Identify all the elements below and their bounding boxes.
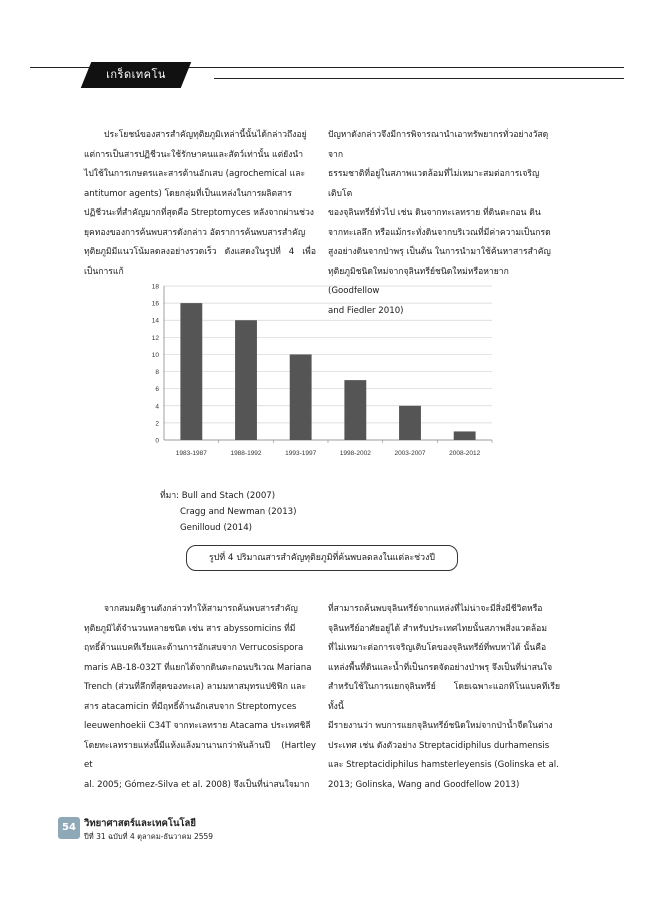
text-line: ของจุลินทรีย์ทั่วไป เช่น ดินจากทะเลทราย ที่ดินตะกอน ดิน bbox=[328, 208, 541, 218]
text-line: ธรรมชาติที่อยู่ในสภาพแวดล้อมที่ไม่เหมาะสมต่อการเจริญเติบโต bbox=[328, 169, 540, 199]
text-line: ปฏิชีวนะที่สำคัญมากที่สุดคือ Streptomyces หลังจากผ่านช่วง bbox=[84, 208, 315, 218]
bar bbox=[235, 320, 257, 440]
text-line: สาร atacamicin ที่มีฤทธิ์ต้านอักเสบจาก Streptomyces bbox=[84, 701, 297, 712]
section-label: เกร็ดเทคโน bbox=[106, 68, 166, 81]
bottom-right-column bbox=[328, 600, 560, 795]
top-left-column bbox=[84, 126, 316, 282]
x-tick-label: 1988-1992 bbox=[230, 450, 262, 457]
bar bbox=[290, 354, 312, 440]
issue-info: ปีที่ 31 ฉบับที่ 4 ตุลาคม-ธันวาคม 2559 bbox=[84, 832, 214, 841]
text-line: สูงอย่างดินจากป่าพรุ เป็นต้น ในการนำมาใช้ค้นหาสารสำคัญ bbox=[328, 247, 551, 257]
bar bbox=[180, 303, 202, 440]
text-line: มีรายงานว่า พบการแยกจุลินทรีย์ชนิดใหม่จากป่าน้ำจืดในต่าง bbox=[328, 721, 553, 731]
y-tick-label: 0 bbox=[155, 437, 159, 445]
text-line: สำหรับใช้ในการแยกจุลินทรีย์ โดยเฉพาะแอกทิโนแบคทีเรีย ทั้งนี้ bbox=[328, 682, 560, 712]
y-tick-label: 14 bbox=[151, 317, 159, 325]
y-tick-label: 12 bbox=[151, 334, 159, 342]
page-number: 54 bbox=[58, 817, 80, 839]
text-line: จากทะเลลึก หรือแม้กระทั่งดินจากบริเวณที่มีค่าความเป็นกรด bbox=[328, 227, 551, 238]
text-line: 2013; Golinska, Wang and Goodfellow 2013) bbox=[328, 779, 520, 790]
x-tick-label: 1998-2002 bbox=[339, 450, 371, 457]
text-line: โดยทะเลทรายแห่งนี้มีแห้งแล้งมานานกว่าพันล้านปี (Hartley et bbox=[84, 740, 316, 770]
source-line: Genilloud (2014) bbox=[180, 523, 253, 533]
text-line: leeuwenhoekii C34T จากทะเลทราย Atacama ประเทศชิลี bbox=[84, 721, 311, 731]
x-tick-label: 2003-2007 bbox=[394, 450, 426, 457]
source-line: ที่มา: Bull and Stach (2007) bbox=[160, 491, 276, 501]
y-tick-label: 16 bbox=[151, 300, 159, 308]
figure-source bbox=[160, 488, 296, 536]
y-tick-label: 18 bbox=[151, 283, 159, 291]
text-line: ปัญหาดังกล่าวจึงมีการพิจารณานำเอาทรัพยากรทั่วอย่างวัสดุจาก bbox=[328, 130, 549, 160]
text-line: ไปใช้ในการเกษตรและสารต้านอักเสบ (agrochemical และ bbox=[84, 169, 306, 179]
y-tick-label: 6 bbox=[155, 386, 159, 394]
text-line: al. 2005; Gómez-Silva et al. 2008) จึงเป็นที่น่าสนใจมาก bbox=[84, 779, 310, 790]
text-line: maris AB-18-032T ที่แยกได้จากดินตะกอนบริเวณ Mariana bbox=[84, 662, 312, 673]
y-tick-label: 4 bbox=[155, 403, 159, 411]
text-line: ประเทศ เช่น ดังตัวอย่าง Streptacidiphilus durhamensis bbox=[328, 740, 550, 751]
text-line: Trench (ส่วนที่ลึกที่สุดของทะเล) ลามมหาสมุทรแปซิฟิก และ bbox=[84, 682, 307, 692]
x-tick-label: 1983-1987 bbox=[175, 450, 207, 457]
bar bbox=[454, 431, 476, 440]
text-line: ยุคทองของการค้นพบสารดังกล่าว อัตราการค้นพบสารสำคัญ bbox=[84, 227, 306, 238]
text-line: ที่ไม่เหมาะต่อการเจริญเติบโตของจุลินทรีย์ที่พบหาได้ นั้นคือ bbox=[328, 643, 547, 653]
text-line: จุลินทรีย์อาศัยอยู่ได้ สำหรับประเทศไทยนั้นสภาพสิ่งแวดล้อม bbox=[328, 623, 548, 634]
bottom-left-column bbox=[84, 600, 316, 795]
text-line: ฤทธิ์ต้านแบคทีเรียและต้านการอักเสบจาก Verrucosispora bbox=[84, 643, 304, 653]
bar-chart bbox=[140, 278, 500, 464]
bar bbox=[344, 380, 366, 440]
x-tick-label: 1993-1997 bbox=[285, 450, 317, 457]
magazine-name: วิทยาศาสตร์และเทคโนโลยี bbox=[84, 818, 196, 829]
y-tick-label: 2 bbox=[155, 420, 159, 428]
text-line: แต่การเป็นสารปฏิชีวนะใช้รักษาคนและสัตว์เท่านั้น แต่ยังนำ bbox=[84, 149, 304, 160]
text-line: แหล่งพื้นที่ดินและน้ำที่เป็นกรดจัดอย่างป่าพรุ จึงเป็นที่น่าสนใจ bbox=[328, 662, 553, 673]
y-tick-label: 10 bbox=[151, 351, 159, 359]
source-line: Cragg and Newman (2013) bbox=[180, 507, 297, 517]
section-tab bbox=[81, 62, 192, 88]
y-tick-label: 8 bbox=[155, 369, 159, 377]
figure-caption: รูปที่ 4 ปริมาณสารสำคัญทุติยภูมิที่ค้นพบลดลงในแต่ละช่วงปี bbox=[186, 545, 458, 571]
header-rule-right bbox=[214, 78, 624, 79]
text-line: และ Streptacidiphilus hamsterleyensis (Golinska et al. bbox=[328, 760, 559, 770]
bar bbox=[399, 406, 421, 440]
text-line: จากสมมติฐานดังกล่าวทำให้สามารถค้นพบสารสำคัญ bbox=[104, 604, 298, 614]
x-tick-label: 2008-2012 bbox=[449, 450, 481, 457]
text-line: ทุติยภูมิได้จำนวนหลายชนิด เช่น สาร abyssomicins ที่มี bbox=[84, 623, 296, 634]
text-line: ประโยชน์ของสารสำคัญทุติยภูมิเหล่านี้นั้นได้กล่าวถึงอยู่ bbox=[104, 130, 307, 140]
text-line: ทุติยภูมิชนิดใหม่จากจุลินทรีย์ชนิดใหม่หรือหายาก (Goodfellow bbox=[328, 266, 509, 296]
text-line: ทุติยภูมิมีแนวโน้มลดลงอย่างรวดเร็ว ดังแสดงในรูปที่ 4 เพื่อเป็นการแก้ bbox=[84, 247, 316, 277]
text-line: and Fiedler 2010) bbox=[328, 305, 404, 316]
text-line: antitumor agents) โดยกลุ่มที่เป็นแหล่งในการผลิตสาร bbox=[84, 188, 292, 199]
text-line: ที่สามารถค้นพบจุลินทรีย์จากแหล่งที่ไม่น่าจะมีสิ่งมีชีวิตหรือ bbox=[328, 604, 543, 614]
